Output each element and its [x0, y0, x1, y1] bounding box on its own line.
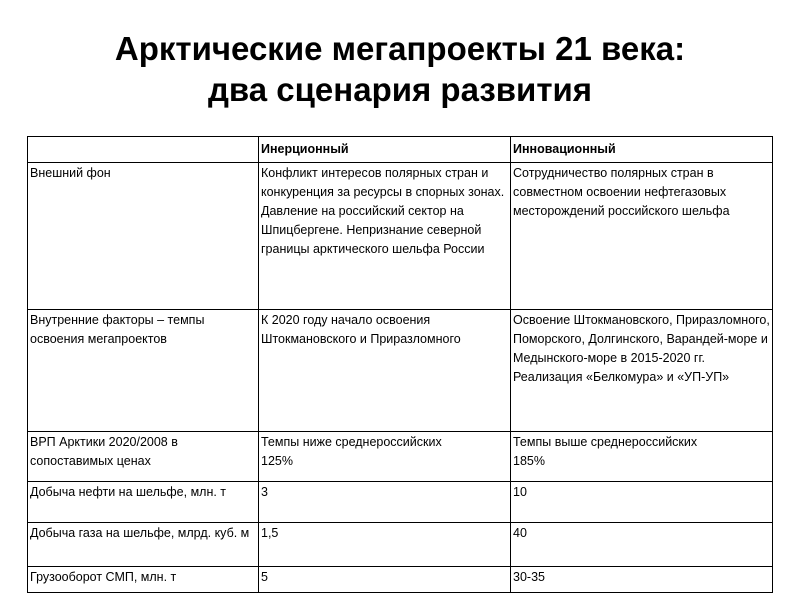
table-header-row [28, 137, 773, 163]
innovative-cell: Сотрудничество полярных стран в совместном освоении нефтегазовых месторождений российского шельфа [511, 163, 773, 310]
scenario-table [27, 136, 773, 593]
row-label: Внутренние факторы – темпы освоения мегапроектов [28, 310, 259, 432]
innovative-value: 185% [513, 454, 545, 468]
inertial-cell: 5 [259, 567, 511, 593]
inertial-cell: 3 [259, 482, 511, 523]
innovative-cell: Освоение Штокмановского, Приразломного, Поморского, Долгинского, Варандей-море и Медынского-море в 2015-2020 гг. Реализация «Белкомура» и «УП-УП» [511, 310, 773, 432]
table-row [28, 432, 773, 482]
table-row [28, 163, 773, 310]
inertial-cell [259, 432, 511, 482]
innovative-cell: 40 [511, 523, 773, 567]
inertial-cell: 1,5 [259, 523, 511, 567]
table-row [28, 482, 773, 523]
innovative-cell: 10 [511, 482, 773, 523]
row-label: Внешний фон [28, 163, 259, 310]
table-row [28, 310, 773, 432]
innovative-cell: 30-35 [511, 567, 773, 593]
header-cell-innovative: Инновационный [511, 137, 773, 163]
header-cell-empty [28, 137, 259, 163]
header-cell-inertial: Инерционный [259, 137, 511, 163]
inertial-value: 125% [261, 454, 293, 468]
page-title [0, 28, 800, 110]
inertial-cell: Конфликт интересов полярных стран и конкуренция за ресурсы в спорных зонах. Давление на российский сектор на Шпицбергене. Непризнание северной границы арктического шельфа России [259, 163, 511, 310]
row-label: ВРП Арктики 2020/2008 в сопоставимых ценах [28, 432, 259, 482]
table-row [28, 567, 773, 593]
title-line-1: Арктические мегапроекты 21 века: [114, 30, 686, 67]
innovative-text: Темпы выше среднероссийских [513, 435, 698, 449]
title-line-2: два сценария развития [207, 71, 593, 108]
innovative-cell [511, 432, 773, 482]
row-label: Добыча газа на шельфе, млрд. куб. м [28, 523, 259, 567]
inertial-text: Темпы ниже среднероссийских [261, 435, 442, 449]
inertial-cell: К 2020 году начало освоения Штокмановского и Приразломного [259, 310, 511, 432]
table-row [28, 523, 773, 567]
row-label: Грузооборот СМП, млн. т [28, 567, 259, 593]
row-label: Добыча нефти на шельфе, млн. т [28, 482, 259, 523]
